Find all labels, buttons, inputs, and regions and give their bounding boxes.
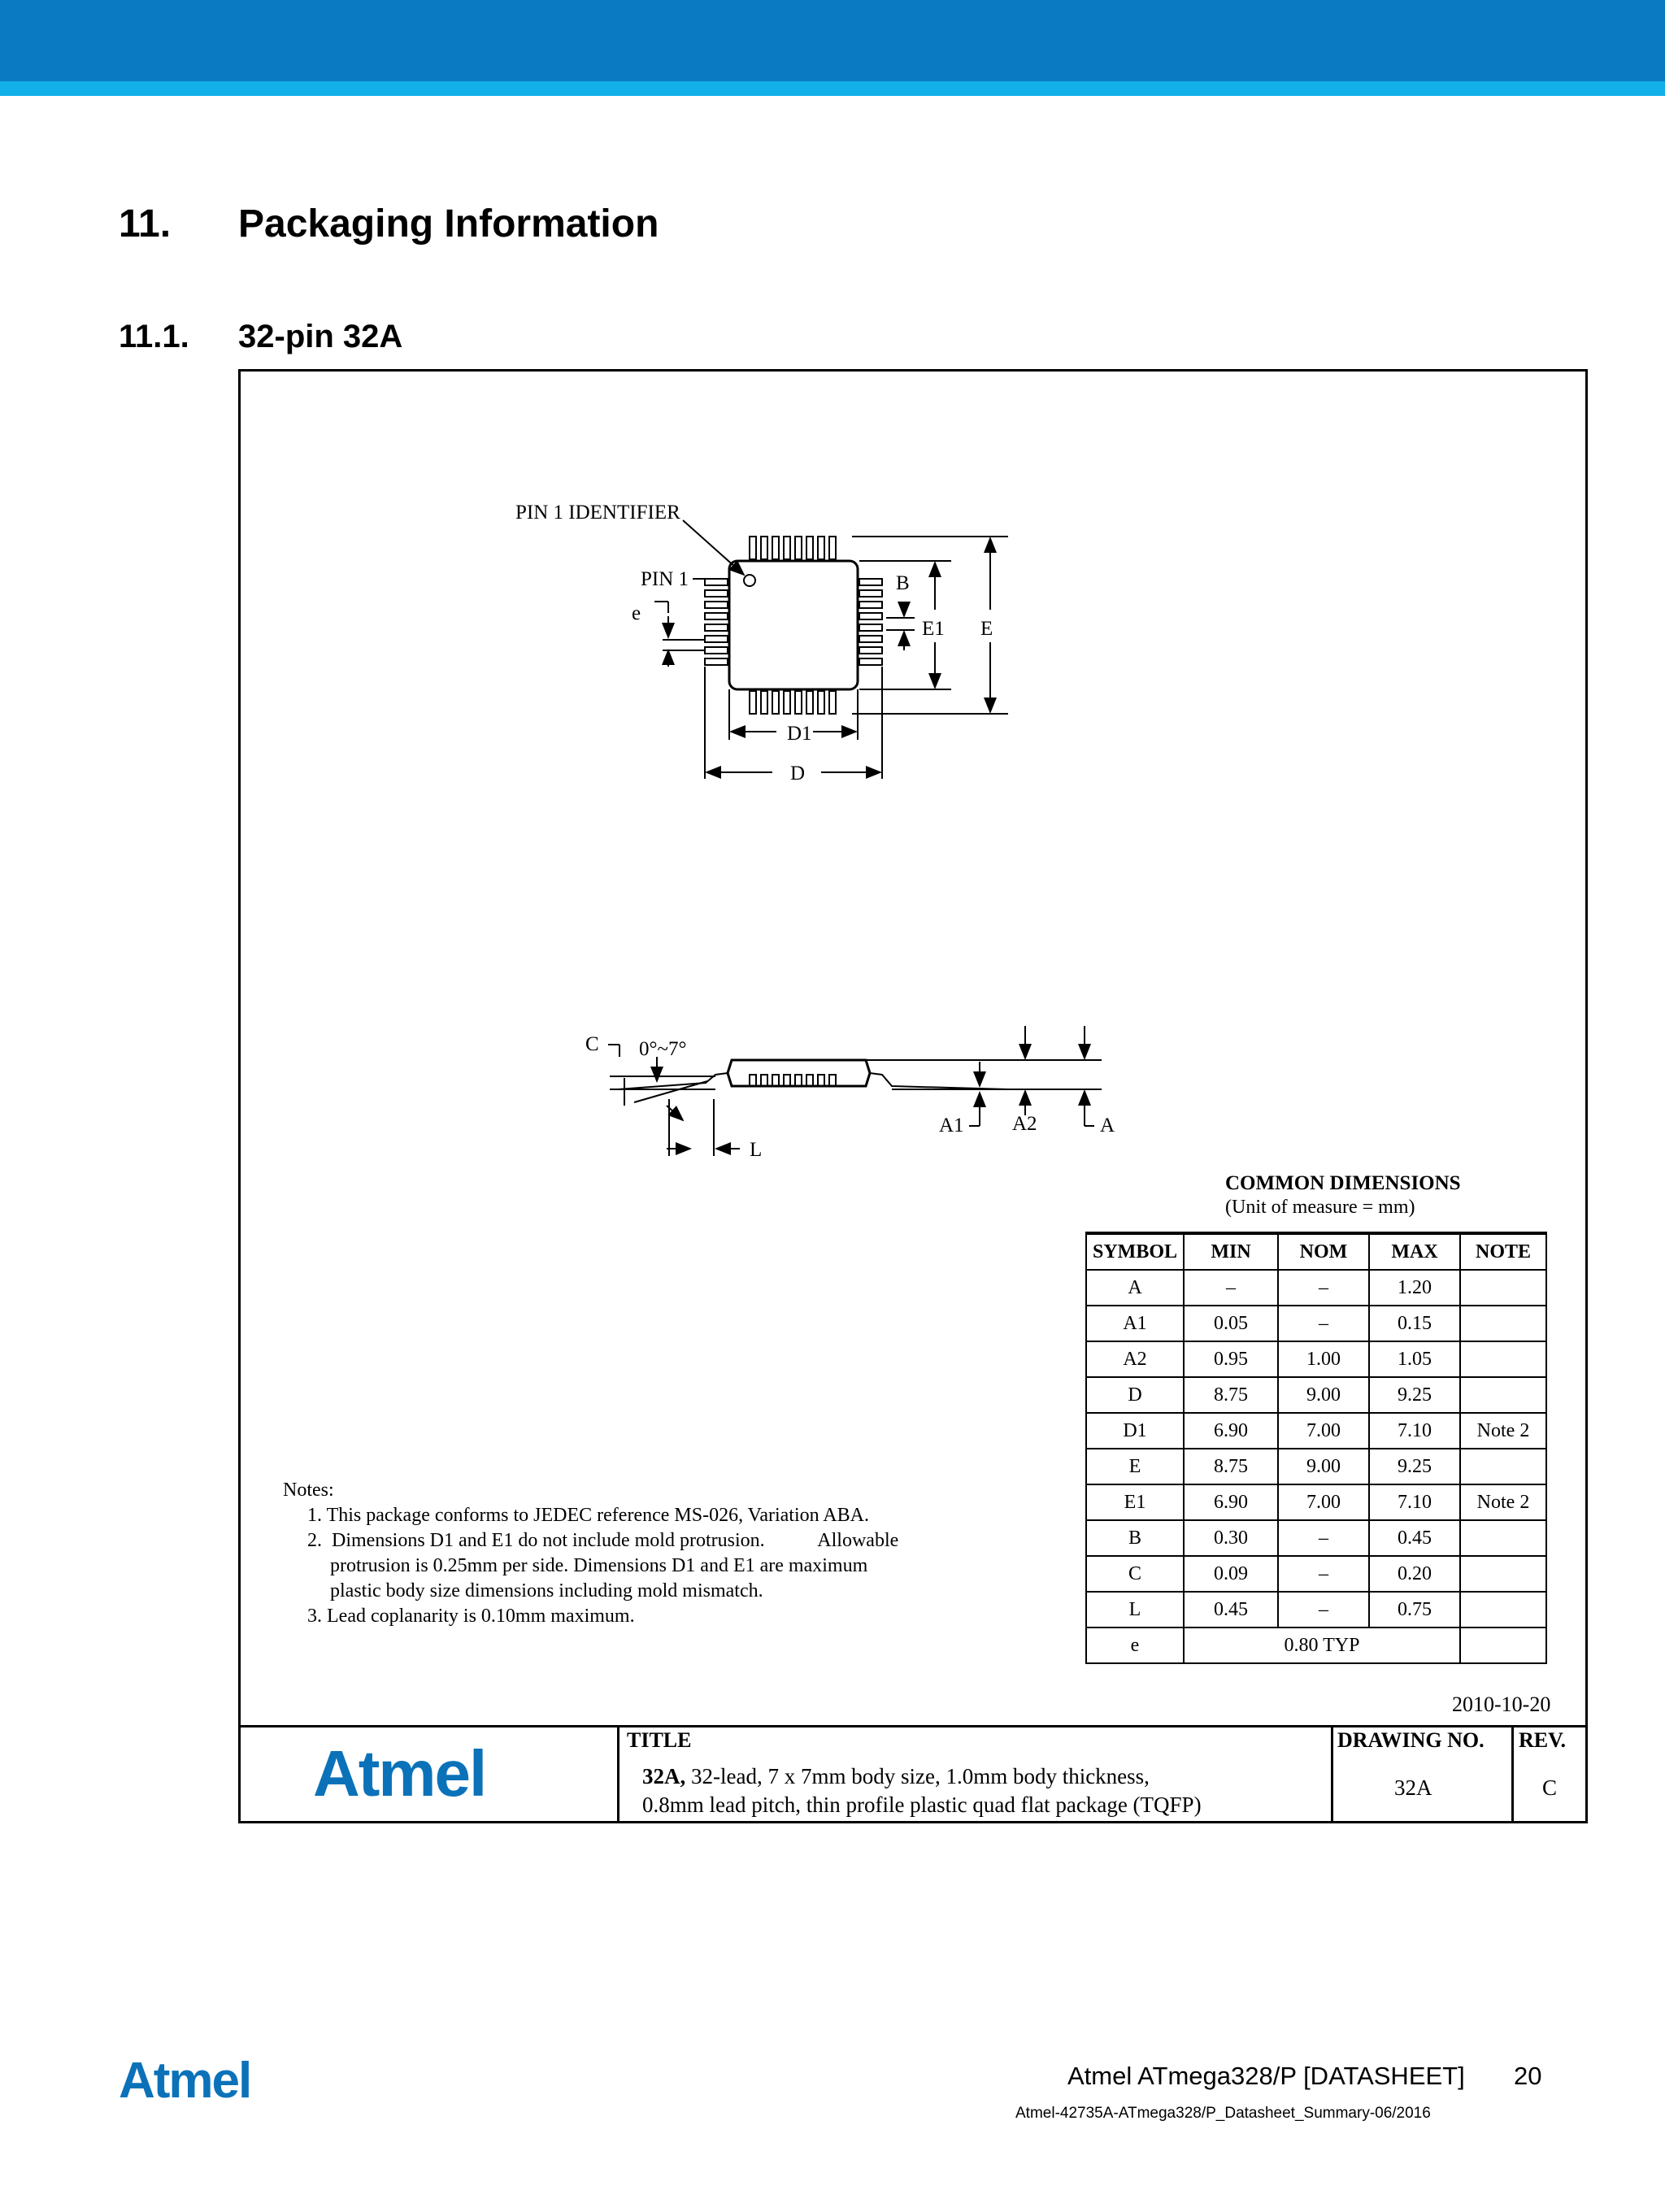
title-block-divider <box>238 1725 1588 1727</box>
table-row <box>1086 1449 1546 1484</box>
package-body <box>729 561 858 689</box>
side-leads <box>750 1075 836 1086</box>
table-row <box>1086 1592 1546 1627</box>
cell: – <box>1278 1520 1369 1556</box>
section-number: 11. <box>119 202 172 246</box>
pin1-dot <box>744 575 755 586</box>
rev-label: REV. <box>1519 1728 1567 1752</box>
notes-heading: Notes: <box>283 1480 334 1501</box>
cell: 6.90 <box>1184 1484 1278 1520</box>
cell <box>1460 1520 1546 1556</box>
cell: 0.80 TYP <box>1184 1627 1460 1663</box>
table-header-row <box>1086 1233 1546 1270</box>
cell: 9.00 <box>1278 1449 1369 1484</box>
cell: e <box>1086 1627 1184 1663</box>
col-max: MAX <box>1369 1233 1460 1270</box>
drawing-no-label: DRAWING NO. <box>1337 1728 1485 1752</box>
dim-b-label: B <box>896 572 910 594</box>
cell <box>1460 1270 1546 1306</box>
cell: C <box>1086 1556 1184 1592</box>
right-pins <box>859 579 882 665</box>
cell: 0.09 <box>1184 1556 1278 1592</box>
cell: B <box>1086 1520 1184 1556</box>
cell: 7.10 <box>1369 1413 1460 1449</box>
dimensions-table <box>1085 1232 1547 1664</box>
dim-e1-label: E1 <box>922 618 945 640</box>
subsection-title: 32-pin 32A <box>238 319 403 354</box>
cell: 7.00 <box>1278 1484 1369 1520</box>
dim-d1-label: D1 <box>787 723 812 745</box>
cell: – <box>1278 1270 1369 1306</box>
dim-a-label: A <box>1100 1115 1115 1136</box>
angle-label: 0°~7° <box>639 1038 687 1060</box>
table-row <box>1086 1627 1546 1663</box>
dim-a2-label: A2 <box>1012 1113 1037 1135</box>
cell: 9.00 <box>1278 1377 1369 1413</box>
title-label: TITLE <box>627 1728 692 1752</box>
atmel-logo: Atmel <box>313 1737 486 1810</box>
dim-d-label: D <box>790 763 806 784</box>
col-nom: NOM <box>1278 1233 1369 1270</box>
table-row <box>1086 1556 1546 1592</box>
notes-block <box>283 1478 898 1629</box>
left-pins <box>705 579 728 665</box>
pin1-identifier-label: PIN 1 IDENTIFIER <box>515 502 680 524</box>
cell: – <box>1184 1270 1278 1306</box>
cell: 0.15 <box>1369 1306 1460 1341</box>
col-note: NOTE <box>1460 1233 1546 1270</box>
dim-e-label: e <box>632 602 641 624</box>
note-2-line-3: plastic body size dimensions including mold mismatch. <box>330 1580 763 1601</box>
cell: 9.25 <box>1369 1449 1460 1484</box>
table-row <box>1086 1520 1546 1556</box>
cell <box>1460 1556 1546 1592</box>
title-block-vline <box>1511 1725 1514 1823</box>
dimensions-title: COMMON DIMENSIONS <box>1225 1172 1461 1194</box>
cell: 0.30 <box>1184 1520 1278 1556</box>
cell: L <box>1086 1592 1184 1627</box>
note-3: 3. Lead coplanarity is 0.10mm maximum. <box>307 1606 635 1627</box>
note-2-line-2: protrusion is 0.25mm per side. Dimensions D1 and E1 are maximum <box>330 1555 868 1576</box>
cell: A <box>1086 1270 1184 1306</box>
dimensions-subtitle: (Unit of measure = mm) <box>1225 1197 1415 1218</box>
title-line-2: 0.8mm lead pitch, thin profile plastic quad flat package (TQFP) <box>642 1793 1202 1817</box>
title-line-1: 32-lead, 7 x 7mm body size, 1.0mm body thickness, <box>685 1764 1150 1788</box>
cell: 0.75 <box>1369 1592 1460 1627</box>
cell: 0.45 <box>1184 1592 1278 1627</box>
cell: 1.00 <box>1278 1341 1369 1377</box>
cell: 7.00 <box>1278 1413 1369 1449</box>
cell: – <box>1278 1306 1369 1341</box>
dim-c-label: C <box>585 1033 599 1055</box>
cell: – <box>1278 1592 1369 1627</box>
rev-value: C <box>1542 1775 1558 1800</box>
cell: 8.75 <box>1184 1377 1278 1413</box>
drawing-title <box>642 1762 1202 1819</box>
cell: D1 <box>1086 1413 1184 1449</box>
cell: 0.05 <box>1184 1306 1278 1341</box>
note-2: 2. Dimensions D1 and E1 do not include mold protrusion. Allowable <box>307 1530 899 1551</box>
cell: 8.75 <box>1184 1449 1278 1484</box>
cell: Note 2 <box>1460 1484 1546 1520</box>
page-number: 20 <box>1514 2062 1542 2090</box>
cell: 1.20 <box>1369 1270 1460 1306</box>
dim-a1-label: A1 <box>939 1115 964 1136</box>
cell: 6.90 <box>1184 1413 1278 1449</box>
cell: A1 <box>1086 1306 1184 1341</box>
note-1: 1. This package conforms to JEDEC reference MS-026, Variation ABA. <box>307 1505 869 1526</box>
footer-title: Atmel ATmega328/P [DATASHEET] <box>1067 2062 1465 2090</box>
cell: 1.05 <box>1369 1341 1460 1377</box>
cell: D <box>1086 1377 1184 1413</box>
cell: 0.95 <box>1184 1341 1278 1377</box>
cell: – <box>1278 1556 1369 1592</box>
cell: A2 <box>1086 1341 1184 1377</box>
subsection-number: 11.1. <box>119 319 189 354</box>
cell: 0.45 <box>1369 1520 1460 1556</box>
table-row <box>1086 1377 1546 1413</box>
cell <box>1460 1449 1546 1484</box>
table-row <box>1086 1341 1546 1377</box>
footer-atmel-logo: Atmel <box>119 2053 251 2109</box>
cell: E1 <box>1086 1484 1184 1520</box>
cell <box>1460 1341 1546 1377</box>
cell: 7.10 <box>1369 1484 1460 1520</box>
cell: Note 2 <box>1460 1413 1546 1449</box>
cell: E <box>1086 1449 1184 1484</box>
cell <box>1460 1592 1546 1627</box>
bottom-pins <box>750 691 836 714</box>
col-min: MIN <box>1184 1233 1278 1270</box>
cell <box>1460 1377 1546 1413</box>
cell <box>1460 1306 1546 1341</box>
cell: 0.20 <box>1369 1556 1460 1592</box>
cell <box>1460 1627 1546 1663</box>
col-symbol: SYMBOL <box>1086 1233 1184 1270</box>
footer-doc-id: Atmel-42735A-ATmega328/P_Datasheet_Summary-06/2016 <box>1015 2105 1431 2122</box>
title-block-vline <box>617 1725 619 1823</box>
cell: 9.25 <box>1369 1377 1460 1413</box>
dim-l-label: L <box>750 1139 763 1161</box>
title-bold: 32A, <box>642 1764 686 1788</box>
title-block-vline <box>1331 1725 1333 1823</box>
table-row <box>1086 1270 1546 1306</box>
table-row <box>1086 1484 1546 1520</box>
dim-e-outer-label: E <box>980 618 993 640</box>
table-row <box>1086 1413 1546 1449</box>
drawing-no-value: 32A <box>1394 1775 1432 1800</box>
pin1-label: PIN 1 <box>641 568 689 590</box>
table-row <box>1086 1306 1546 1341</box>
drawing-date: 2010-10-20 <box>1452 1693 1551 1716</box>
section-title: Packaging Information <box>238 202 659 246</box>
top-pins <box>750 537 836 559</box>
